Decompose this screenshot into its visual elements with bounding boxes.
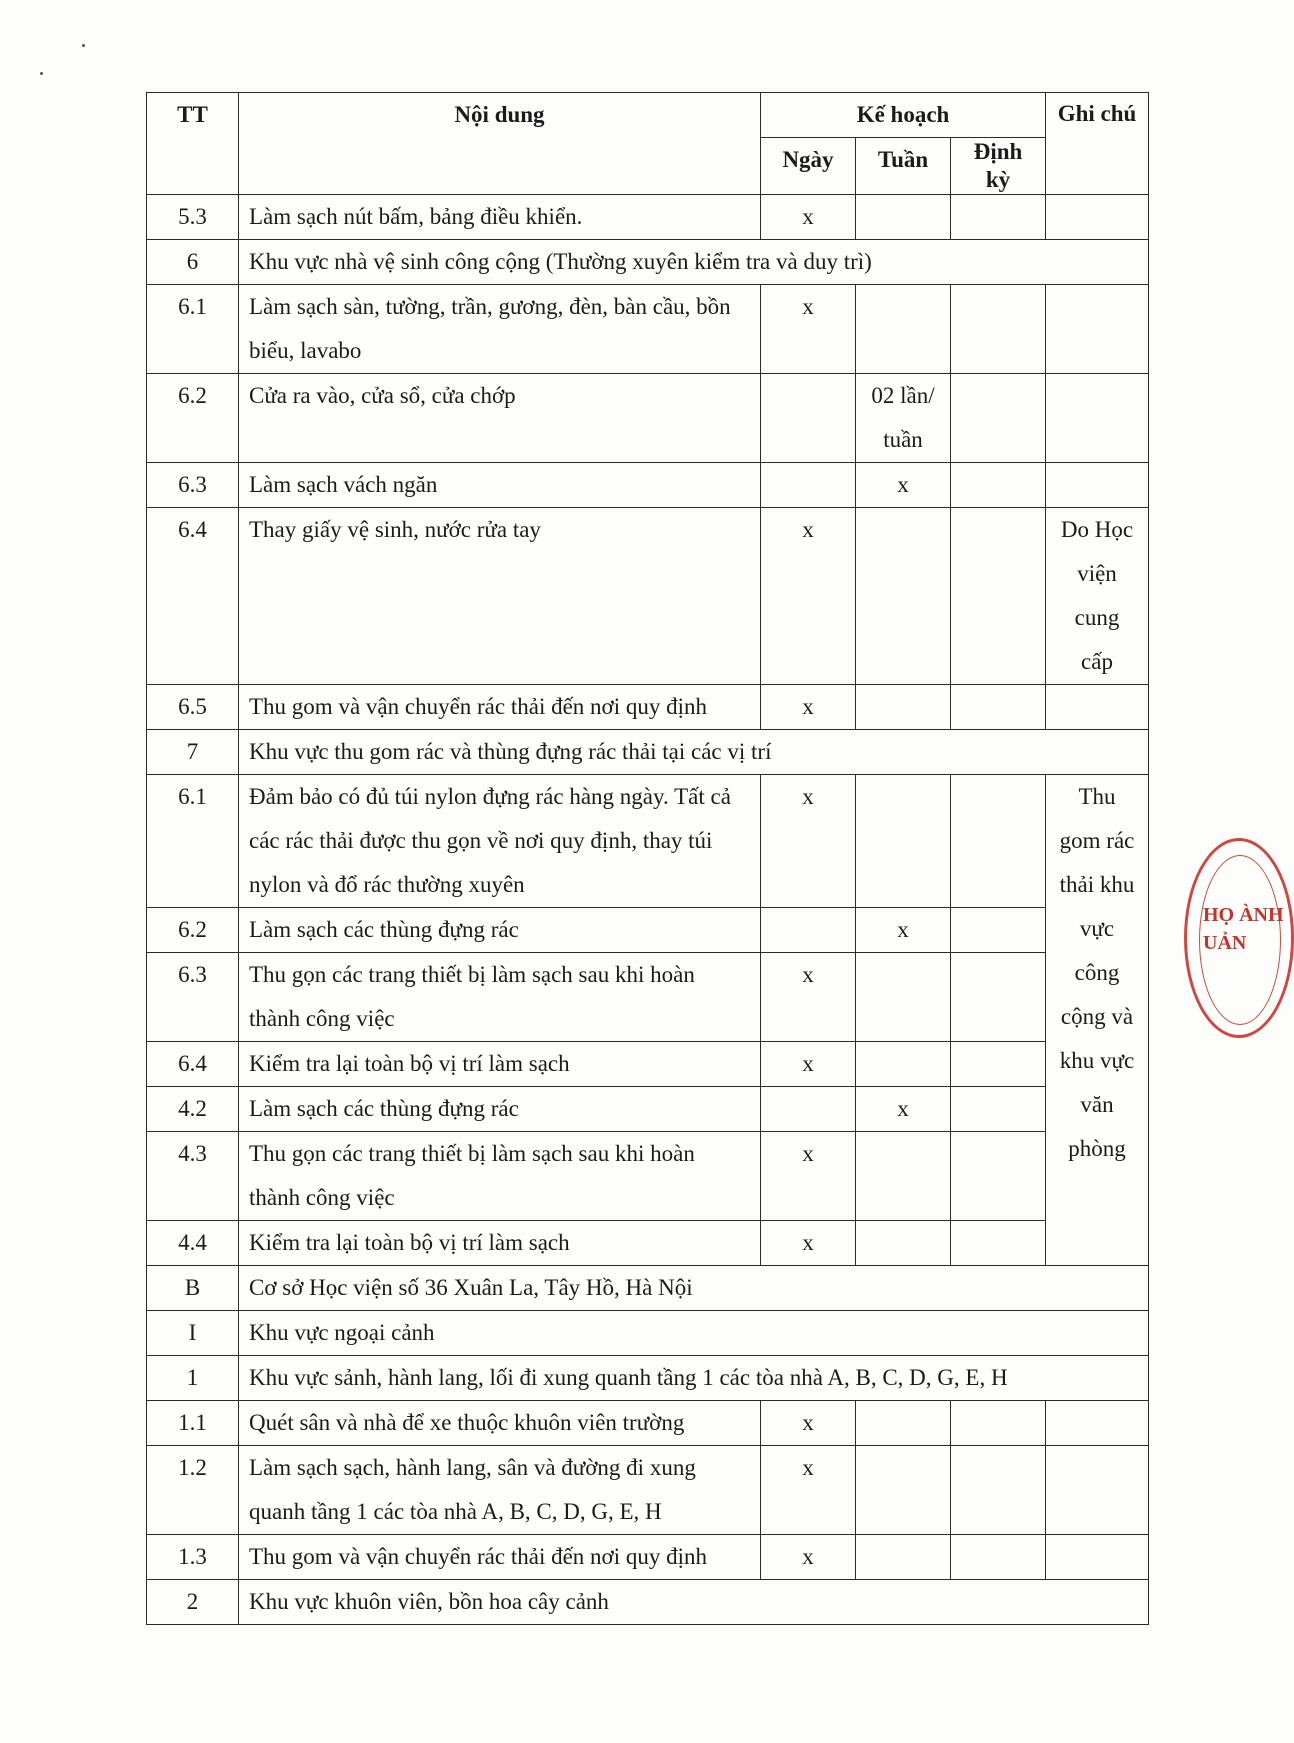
- section-tt: B: [147, 1266, 239, 1311]
- row-content: Thu gom và vận chuyển rác thải đến nơi quy định: [239, 1535, 761, 1580]
- row-dinh-ky: [951, 1221, 1046, 1266]
- row-tuan: x: [856, 1087, 951, 1132]
- row-dinh-ky: [951, 463, 1046, 508]
- row-dinh-ky: [951, 1446, 1046, 1535]
- row-tt: 6.3: [147, 463, 239, 508]
- row-tuan: 02 lần/ tuần: [856, 374, 951, 463]
- table-row: [147, 775, 1149, 908]
- row-note: [1046, 195, 1149, 240]
- row-content: Quét sân và nhà để xe thuộc khuôn viên trường: [239, 1401, 761, 1446]
- table-row: [147, 908, 1149, 953]
- row-content: Làm sạch sạch, hành lang, sân và đường đi xung quanh tầng 1 các tòa nhà A, B, C, D, G, E, H: [239, 1446, 761, 1535]
- header-ngay: Ngày: [761, 138, 856, 195]
- row-tt: 4.4: [147, 1221, 239, 1266]
- row-dinh-ky: [951, 374, 1046, 463]
- row-ngay: x: [761, 508, 856, 685]
- section-row: [147, 1580, 1149, 1625]
- row-tt: 4.2: [147, 1087, 239, 1132]
- cleaning-plan-table: [146, 92, 1149, 1625]
- table-row: [147, 953, 1149, 1042]
- table-row: [147, 1042, 1149, 1087]
- row-dinh-ky: [951, 1087, 1046, 1132]
- table-row: [147, 195, 1149, 240]
- row-dinh-ky: [951, 1535, 1046, 1580]
- table-row: [147, 1132, 1149, 1221]
- row-content: Làm sạch vách ngăn: [239, 463, 761, 508]
- row-content: Thu gom và vận chuyển rác thải đến nơi quy định: [239, 685, 761, 730]
- section-title: Khu vực thu gom rác và thùng đựng rác thải tại các vị trí: [239, 730, 1149, 775]
- section-title: Khu vực khuôn viên, bồn hoa cây cảnh: [239, 1580, 1149, 1625]
- row-dinh-ky: [951, 1132, 1046, 1221]
- row-tuan: x: [856, 463, 951, 508]
- section-title: Khu vực sảnh, hành lang, lối đi xung quanh tầng 1 các tòa nhà A, B, C, D, G, E, H: [239, 1356, 1149, 1401]
- merged-note: Thu gom rác thải khu vực công cộng và khu vực văn phòng: [1046, 775, 1149, 1266]
- table-row: [147, 1401, 1149, 1446]
- row-tt: 1.1: [147, 1401, 239, 1446]
- row-note: [1046, 1446, 1149, 1535]
- row-tuan: [856, 1132, 951, 1221]
- scan-speck: [82, 44, 85, 47]
- row-dinh-ky: [951, 1042, 1046, 1087]
- row-tuan: [856, 1535, 951, 1580]
- red-seal-stamp: [1184, 838, 1294, 1038]
- row-tuan: [856, 685, 951, 730]
- row-ngay: x: [761, 1401, 856, 1446]
- table-row: [147, 1087, 1149, 1132]
- row-dinh-ky: [951, 195, 1046, 240]
- table-row: [147, 1446, 1149, 1535]
- row-ngay: x: [761, 775, 856, 908]
- section-tt: I: [147, 1311, 239, 1356]
- scan-speck: [40, 72, 43, 75]
- table-row: [147, 508, 1149, 685]
- row-tt: 6.2: [147, 908, 239, 953]
- row-tuan: [856, 775, 951, 908]
- section-row: [147, 1311, 1149, 1356]
- table-row: [147, 1535, 1149, 1580]
- row-dinh-ky: [951, 775, 1046, 908]
- row-tuan: x: [856, 908, 951, 953]
- table-row: [147, 685, 1149, 730]
- table-row: [147, 463, 1149, 508]
- row-content: Cửa ra vào, cửa sổ, cửa chớp: [239, 374, 761, 463]
- row-tuan: [856, 953, 951, 1042]
- row-note: [1046, 1535, 1149, 1580]
- row-note: [1046, 285, 1149, 374]
- row-content: Kiểm tra lại toàn bộ vị trí làm sạch: [239, 1221, 761, 1266]
- section-title: Khu vực ngoại cảnh: [239, 1311, 1149, 1356]
- row-content: Thu gọn các trang thiết bị làm sạch sau khi hoàn thành công việc: [239, 953, 761, 1042]
- row-ngay: x: [761, 953, 856, 1042]
- section-title: Khu vực nhà vệ sinh công cộng (Thường xuyên kiểm tra và duy trì): [239, 240, 1149, 285]
- section-tt: 6: [147, 240, 239, 285]
- row-ngay: [761, 1087, 856, 1132]
- row-tt: 1.2: [147, 1446, 239, 1535]
- row-tuan: [856, 1221, 951, 1266]
- row-tt: 4.3: [147, 1132, 239, 1221]
- row-tuan: [856, 195, 951, 240]
- row-tt: 6.5: [147, 685, 239, 730]
- row-ngay: x: [761, 1221, 856, 1266]
- row-dinh-ky: [951, 508, 1046, 685]
- row-dinh-ky: [951, 908, 1046, 953]
- row-tt: 6.4: [147, 508, 239, 685]
- row-tt: 6.4: [147, 1042, 239, 1087]
- row-ngay: x: [761, 1535, 856, 1580]
- row-content: Kiểm tra lại toàn bộ vị trí làm sạch: [239, 1042, 761, 1087]
- row-tuan: [856, 1042, 951, 1087]
- row-tt: 6.1: [147, 285, 239, 374]
- section-tt: 7: [147, 730, 239, 775]
- table-row: [147, 1221, 1149, 1266]
- section-row: [147, 1356, 1149, 1401]
- row-content: Thay giấy vệ sinh, nước rửa tay: [239, 508, 761, 685]
- row-note: [1046, 374, 1149, 463]
- row-ngay: [761, 463, 856, 508]
- row-ngay: [761, 374, 856, 463]
- header-tt: TT: [147, 93, 239, 195]
- row-tt: 5.3: [147, 195, 239, 240]
- section-row: [147, 1266, 1149, 1311]
- row-note: [1046, 685, 1149, 730]
- table-row: [147, 374, 1149, 463]
- table-row: [147, 285, 1149, 374]
- header-ke-hoach: Kế hoạch: [761, 93, 1046, 138]
- seal-text: HỌ ÀNH UẢN: [1203, 904, 1284, 954]
- row-note: [1046, 463, 1149, 508]
- section-row: [147, 240, 1149, 285]
- row-tuan: [856, 285, 951, 374]
- header-tuan: Tuần: [856, 138, 951, 195]
- row-dinh-ky: [951, 953, 1046, 1042]
- row-ngay: x: [761, 195, 856, 240]
- row-ngay: x: [761, 685, 856, 730]
- section-title: Cơ sở Học viện số 36 Xuân La, Tây Hồ, Hà Nội: [239, 1266, 1149, 1311]
- row-ngay: x: [761, 1446, 856, 1535]
- row-tuan: [856, 508, 951, 685]
- row-note: Do Học viện cung cấp: [1046, 508, 1149, 685]
- section-tt: 1: [147, 1356, 239, 1401]
- row-tt: 6.1: [147, 775, 239, 908]
- row-dinh-ky: [951, 685, 1046, 730]
- row-tt: 6.3: [147, 953, 239, 1042]
- row-content: Làm sạch các thùng đựng rác: [239, 1087, 761, 1132]
- row-dinh-ky: [951, 285, 1046, 374]
- row-content: Làm sạch nút bấm, bảng điều khiển.: [239, 195, 761, 240]
- row-ngay: x: [761, 1042, 856, 1087]
- row-content: Làm sạch sàn, tường, trần, gương, đèn, bàn cầu, bồn biểu, lavabo: [239, 285, 761, 374]
- row-ngay: x: [761, 285, 856, 374]
- row-tuan: [856, 1446, 951, 1535]
- row-tuan: [856, 1401, 951, 1446]
- row-content: Làm sạch các thùng đựng rác: [239, 908, 761, 953]
- row-tt: 6.2: [147, 374, 239, 463]
- row-dinh-ky: [951, 1401, 1046, 1446]
- row-tt: 1.3: [147, 1535, 239, 1580]
- header-dinh-ky: Định kỳ: [951, 138, 1046, 195]
- header-noi-dung: Nội dung: [239, 93, 761, 195]
- row-content: Thu gọn các trang thiết bị làm sạch sau khi hoàn thành công việc: [239, 1132, 761, 1221]
- row-ngay: [761, 908, 856, 953]
- document-page: [146, 92, 1149, 1625]
- header-ghi-chu: Ghi chú: [1046, 93, 1149, 195]
- row-ngay: x: [761, 1132, 856, 1221]
- row-content: Đảm bảo có đủ túi nylon đựng rác hàng ngày. Tất cả các rác thải được thu gọn về nơi quy định, thay túi nylon và đổ rác thường xuyên: [239, 775, 761, 908]
- row-note: [1046, 1401, 1149, 1446]
- section-row: [147, 730, 1149, 775]
- section-tt: 2: [147, 1580, 239, 1625]
